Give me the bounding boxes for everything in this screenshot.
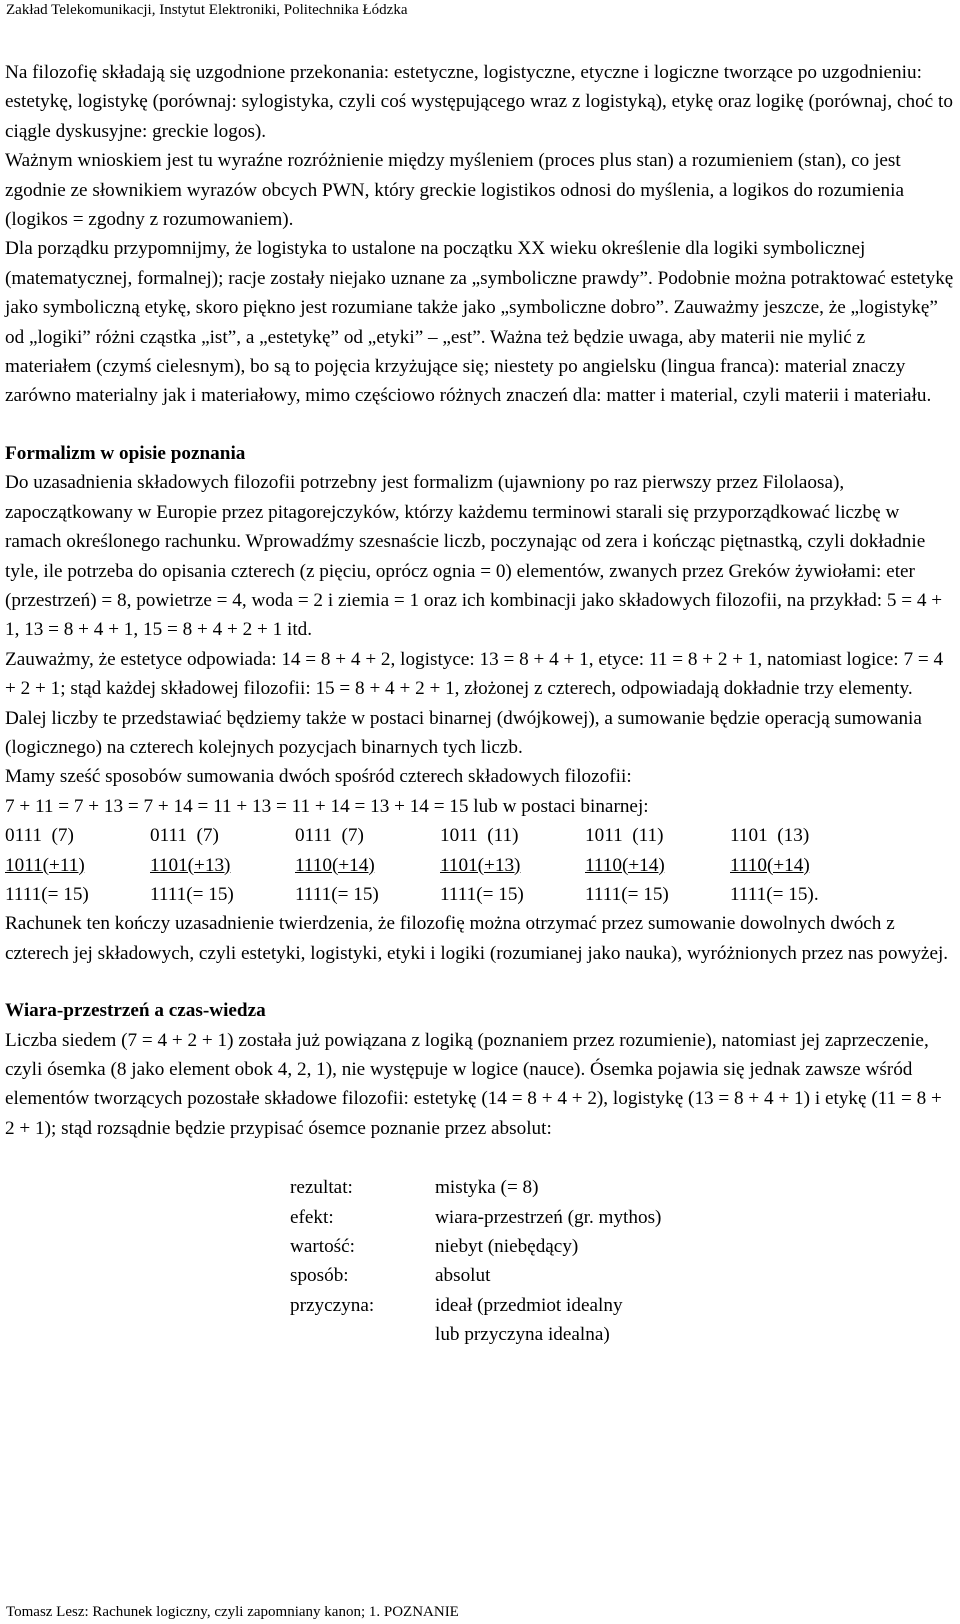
definition-key: sposób: xyxy=(290,1265,349,1287)
sum-cell: 1011(+11) xyxy=(5,854,85,876)
sum-cell: 1111(= 15). xyxy=(730,883,819,905)
sum-cell: 1111(= 15) xyxy=(295,883,379,905)
document-body xyxy=(5,58,955,1350)
sum-cell: 1110(+14) xyxy=(730,854,810,876)
sum-cell: 1110(+14) xyxy=(585,854,665,876)
sum-cell: 0111 (7) xyxy=(5,825,74,847)
section1-equation: 7 + 11 = 7 + 13 = 7 + 14 = 11 + 13 = 11 + 14 = 13 + 14 = 15 lub w postaci binarnej: xyxy=(5,795,649,817)
section-heading-formalizm: Formalizm w opisie poznania xyxy=(5,442,246,464)
intro-paragraph-2: Ważnym wnioskiem jest tu wyraźne rozróżnienie między myśleniem (proces plus stan) a rozumieniem (stan), co jest zgodnie ze słownikiem wyrazów obcych PWN, który greckie logistikos odnosi do myślenia, a logikos do rozumienia (logikos = zgodny z rozumowaniem). xyxy=(5,150,904,231)
sums-row-result xyxy=(5,880,875,909)
definition-row xyxy=(290,1203,661,1232)
definition-row xyxy=(290,1320,661,1349)
definition-key xyxy=(290,1320,435,1349)
definition-row xyxy=(290,1261,661,1290)
section1-paragraph-5: Rachunek ten kończy uzasadnienie twierdzenia, że filozofię można otrzymać przez sumowanie dowolnych dwóch z czterech jej składowych, czyli estetyki, logistyki, etyki i logiki (rozumianej jako nauka), wyróżnionych przez nas powyżej. xyxy=(5,913,949,964)
definition-value: absolut xyxy=(435,1265,491,1287)
intro-paragraph-1: Na filozofię składają się uzgodnione przekonania: estetyczne, logistyczne, etyczne i logiczne tworzące po uzgodnieniu: estetykę, logistykę (porównaj: sylogistyka, czyli coś występującego wraz z logistyką), etykę oraz logikę (porównaj, choć to ciągle dyskusyjne: greckie logos). xyxy=(5,62,953,142)
definition-value: niebyt (niebędący) xyxy=(435,1236,579,1258)
section-heading-wiara: Wiara-przestrzeń a czas-wiedza xyxy=(5,1000,266,1022)
sum-cell: 1011 (11) xyxy=(440,825,519,847)
sums-row-operand-2 xyxy=(5,851,875,880)
sum-cell: 1111(= 15) xyxy=(5,883,89,905)
section1-paragraph-1: Do uzasadnienia składowych filozofii potrzebny jest formalizm (ujawniony po raz pierwszy przez Filolaosa), zapoczątkowany w Europie przez pitagorejczyków, którzy każdemu terminowi starali się przyporządkować liczbę w ramach określonego rachunku. Wprowadźmy szesnaście liczb, poczynając od zera i kończąc piętnastką, czyli dokładnie tyle, ile potrzeba do opisania czterech (z pięciu, oprócz ognia = 0) elementów, zwanych przez Greków żywiołami: eter (przestrzeń) = 8, powietrze = 4, woda = 2 i ziemia = 1 oraz ich kombinacji jako składowych filozofii, na przykład: 5 = 4 + 1, 13 = 8 + 4 + 1, 15 = 8 + 4 + 2 + 1 itd. xyxy=(5,472,943,641)
definition-value: mistyka (= 8) xyxy=(435,1177,539,1199)
page-header: Zakład Telekomunikacji, Instytut Elektroniki, Politechnika Łódzka xyxy=(6,2,408,18)
definitions-table xyxy=(290,1173,661,1349)
definition-key: rezultat: xyxy=(290,1177,353,1199)
sum-cell: 1101(+13) xyxy=(440,854,521,876)
sum-cell: 1111(= 15) xyxy=(150,883,234,905)
sum-cell: 0111 (7) xyxy=(295,825,364,847)
sum-cell: 1101 (13) xyxy=(730,825,810,847)
sum-cell: 0111 (7) xyxy=(150,825,219,847)
intro-paragraph-3: Dla porządku przypomnijmy, że logistyka to ustalone na początku XX wieku określenie dla logiki symbolicznej (matematycznej, formalnej); racje zostały niejako uznane za „symboliczne prawdy”. Podobnie można potraktować estetykę jako symboliczną etykę, skoro piękno jest rozumiane także jako „symboliczne dobro”. Zauważmy jeszcze, że „logistykę” od „logiki” różni cząstka „ist”, a „estetykę” od „etyki” – „est”. Ważna też będzie uwaga, aby materii nie mylić z materiałem (czymś cielesnym), bo są to pojęcia krzyżujące się; niestety po angielsku (lingua franca): material znaczy zarówno materialny jak i materiałowy, mimo częściowo różnych znaczeń dla: matter i material, czyli materii i materiału. xyxy=(5,238,954,407)
definition-key: przyczyna: xyxy=(290,1294,375,1316)
section1-paragraph-3: Mamy sześć sposobów sumowania dwóch spośród czterech składowych filozofii: xyxy=(5,766,632,788)
sum-cell: 1101(+13) xyxy=(150,854,231,876)
page-footer: Tomasz Lesz: Rachunek logiczny, czyli zapomniany kanon; 1. POZNANIE xyxy=(6,1604,459,1620)
sums-row-operand-1 xyxy=(5,821,875,850)
binary-sums-table xyxy=(5,821,875,909)
definition-row xyxy=(290,1232,661,1261)
definition-key: efekt: xyxy=(290,1206,334,1228)
definition-row xyxy=(290,1173,661,1202)
definition-row xyxy=(290,1291,661,1320)
definition-value: lub przyczyna idealna) xyxy=(435,1324,610,1346)
definition-value: ideał (przedmiot idealny xyxy=(435,1294,623,1316)
sum-cell: 1111(= 15) xyxy=(440,883,524,905)
section2-paragraph-1: Liczba siedem (7 = 4 + 2 + 1) została już powiązana z logiką (poznaniem przez rozumienie), natomiast jej zaprzeczenie, czyli ósemka (8 jako element obok 4, 2, 1), nie występuje w logice (nauce). Ósemka pojawia się jednak zawsze wśród elementów tworzących pozostałe składowe filozofii: estetykę (14 = 8 + 4 + 2), logistykę (13 = 8 + 4 + 1) i etykę (11 = 8 + 2 + 1); stąd rozsądnie będzie przypisać ósemce poznanie przez absolut: xyxy=(5,1029,942,1139)
sum-cell: 1110(+14) xyxy=(295,854,375,876)
definition-key: wartość: xyxy=(290,1236,356,1258)
sum-cell: 1111(= 15) xyxy=(585,883,669,905)
sum-cell: 1011 (11) xyxy=(585,825,664,847)
section1-paragraph-2: Zauważmy, że estetyce odpowiada: 14 = 8 + 4 + 2, logistyce: 13 = 8 + 4 + 1, etyce: 11 = 8 + 2 + 1, natomiast logice: 7 = 4 + 2 + 1; stąd każdej składowej filozofii: 15 = 8 + 4 + 2 + 1, złożonej z czterech, odpowiadają dokładnie trzy elementy. Dalej liczby te przedstawiać będziemy także w postaci binarnej (dwójkowej), a sumowanie będzie operacją sumowania (logicznego) na czterech kolejnych pozycjach binarnych tych liczb. xyxy=(5,648,944,758)
definition-value: wiara-przestrzeń (gr. mythos) xyxy=(435,1206,662,1228)
